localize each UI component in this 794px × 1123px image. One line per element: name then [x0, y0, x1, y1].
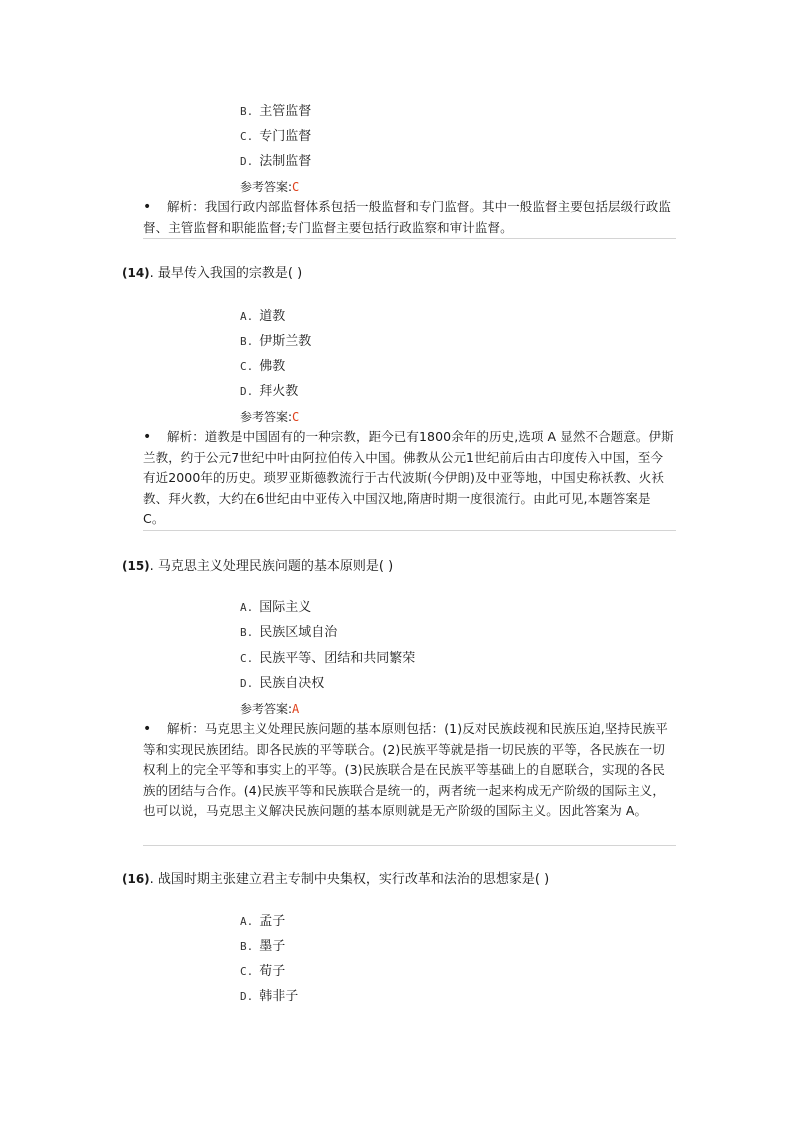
answer-label: 参考答案:	[240, 410, 293, 424]
option-letter: D.	[240, 385, 254, 398]
question-text: . 战国时期主张建立君主专制中央集权，实行改革和法治的思想家是( )	[149, 872, 550, 887]
option-letter: D.	[240, 155, 254, 168]
option-text: 民族区域自治	[259, 625, 338, 640]
option-b[interactable]	[240, 623, 337, 643]
option-text: 道教	[259, 309, 286, 324]
reference-answer	[240, 178, 299, 196]
option-text: 专门监督	[259, 129, 312, 144]
bullet-icon: •	[143, 721, 152, 737]
option-letter: B.	[240, 940, 254, 953]
option-d[interactable]	[240, 382, 298, 402]
option-text: 墨子	[259, 939, 286, 954]
explanation-text: 解析：马克思主义处理民族问题的基本原则包括：(1)反对民族歧视和民族压迫,坚持民族平等和实现民族团结。即各民族的平等联合。(2)民族平等就是指一切民族的平等，各民族在一切权利上的完全平等和事实上的平等。(3)民族联合是在民族平等基础上的自愿联合，实现的各民族的团结与合作。(4)民族平等和民族联合是统一的，两者统一起来构成无产阶级的国际主义，也可以说，马克思主义解决民族问题的基本原则就是无产阶级的国际主义。因此答案为 A。	[143, 721, 668, 818]
option-text: 国际主义	[259, 600, 312, 615]
option-text: 伊斯兰教	[259, 334, 312, 349]
option-letter: D.	[240, 677, 254, 690]
option-c[interactable]	[240, 357, 285, 377]
bullet-icon: •	[143, 429, 152, 445]
reference-answer	[240, 700, 299, 718]
question-15	[122, 556, 393, 576]
answer-value: C	[292, 410, 300, 424]
option-letter: D.	[240, 990, 254, 1003]
explanation	[143, 197, 675, 238]
option-text: 拜火教	[259, 384, 299, 399]
option-d[interactable]	[240, 987, 298, 1007]
option-text: 孟子	[259, 914, 286, 929]
question-14	[122, 263, 302, 283]
divider	[143, 530, 676, 531]
option-text: 法制监督	[259, 154, 312, 169]
option-c[interactable]	[240, 649, 415, 669]
option-d[interactable]	[240, 152, 311, 172]
option-letter: C.	[240, 130, 254, 143]
option-letter: B.	[240, 626, 254, 639]
bullet-icon: •	[143, 199, 152, 215]
option-c[interactable]	[240, 962, 285, 982]
option-letter: C.	[240, 360, 254, 373]
option-letter: C.	[240, 965, 254, 978]
option-a[interactable]	[240, 598, 311, 618]
option-letter: C.	[240, 652, 254, 665]
divider	[143, 238, 676, 239]
option-a[interactable]	[240, 912, 285, 932]
question-text: . 马克思主义处理民族问题的基本原则是( )	[149, 559, 394, 574]
option-text: 韩非子	[259, 989, 299, 1004]
answer-label: 参考答案:	[240, 702, 293, 716]
option-letter: A.	[240, 601, 254, 614]
option-letter: A.	[240, 915, 254, 928]
option-b[interactable]	[240, 102, 311, 122]
option-text: 佛教	[259, 359, 286, 374]
explanation	[143, 427, 675, 530]
option-b[interactable]	[240, 937, 285, 957]
divider	[143, 845, 676, 846]
option-c[interactable]	[240, 127, 311, 147]
explanation-text: 解析：道教是中国固有的一种宗教，距今已有1800余年的历史,选项 A 显然不合题意。伊斯兰教，约于公元7世纪中叶由阿拉伯传入中国。佛教从公元1世纪前后由古印度传入中国，至今有近2000年的历史。琐罗亚斯德教流行于古代波斯(今伊朗)及中亚等地，中国史称袄教、火袄教、拜火教，大约在6世纪由中亚传入中国汉地,隋唐时期一度很流行。由此可见,本题答案是 C。	[143, 429, 674, 526]
option-d[interactable]	[240, 674, 324, 694]
option-a[interactable]	[240, 307, 285, 327]
question-16	[122, 869, 549, 889]
option-text: 荀子	[259, 964, 286, 979]
question-text: . 最早传入我国的宗教是( )	[149, 266, 303, 281]
option-b[interactable]	[240, 332, 311, 352]
option-letter: B.	[240, 105, 254, 118]
answer-value: C	[292, 180, 300, 194]
explanation-text: 解析：我国行政内部监督体系包括一般监督和专门监督。其中一般监督主要包括层级行政监督、主管监督和职能监督;专门监督主要包括行政监察和审计监督。	[143, 199, 672, 235]
reference-answer	[240, 408, 299, 426]
answer-value: A	[292, 702, 300, 716]
answer-label: 参考答案:	[240, 180, 293, 194]
question-number: (15)	[122, 559, 150, 573]
option-letter: B.	[240, 335, 254, 348]
option-text: 民族平等、团结和共同繁荣	[259, 651, 416, 666]
option-letter: A.	[240, 310, 254, 323]
option-text: 民族自决权	[259, 676, 325, 691]
explanation	[143, 719, 675, 822]
question-number: (14)	[122, 266, 150, 280]
option-text: 主管监督	[259, 104, 312, 119]
question-number: (16)	[122, 872, 150, 886]
